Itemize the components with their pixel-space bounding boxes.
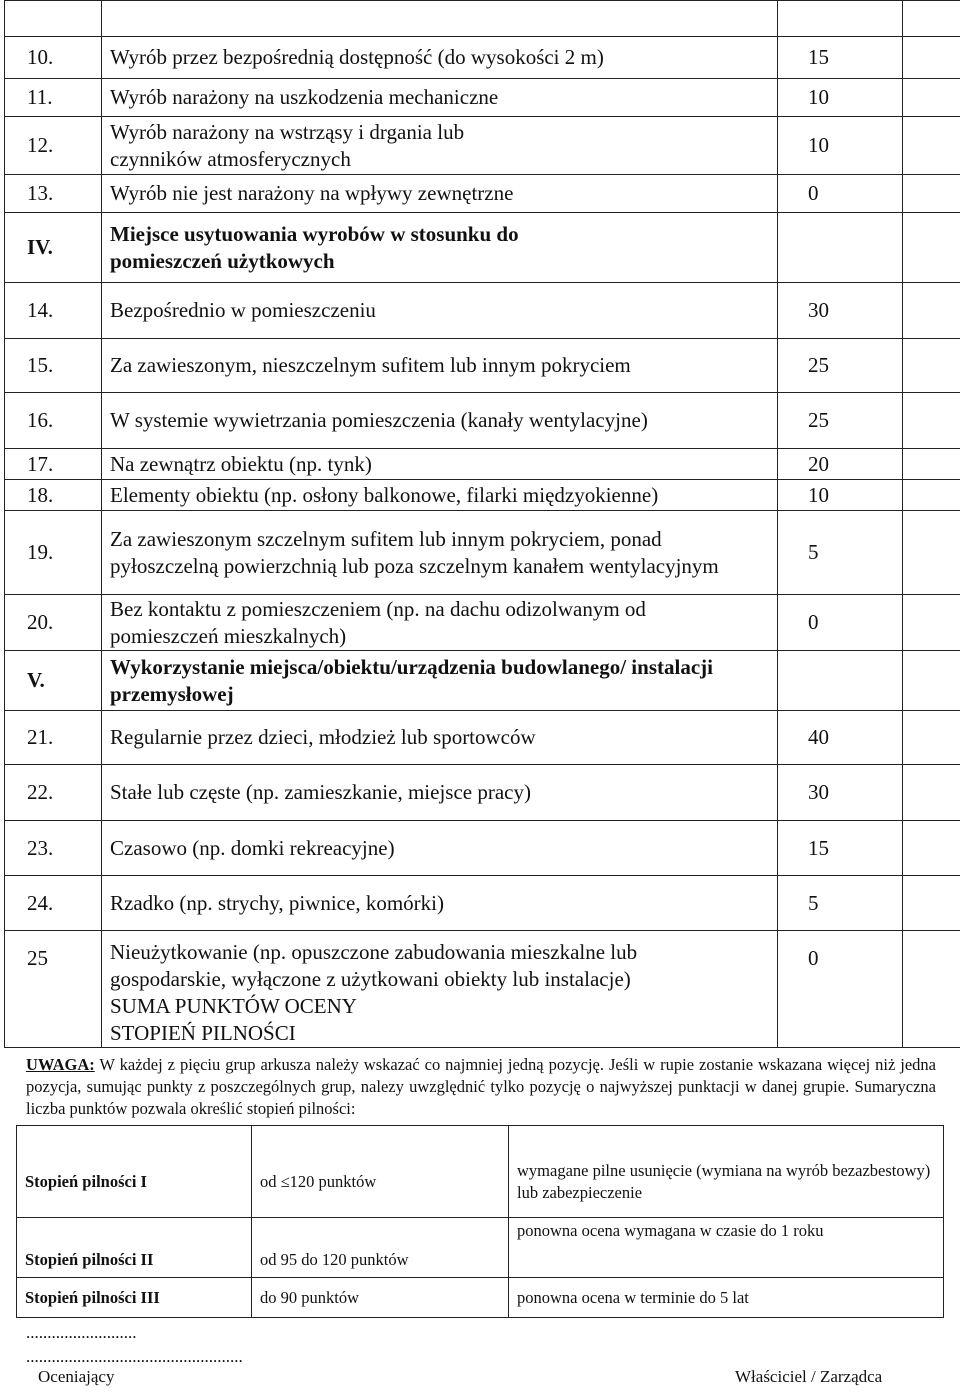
table-row	[5, 821, 960, 876]
table-row	[5, 175, 960, 213]
table-row	[5, 117, 960, 175]
row-points: 20	[778, 449, 903, 480]
urgency-table	[16, 1125, 944, 1318]
owner-label: Właściciel / Zarządca	[735, 1367, 883, 1386]
score-cell[interactable]	[903, 117, 960, 175]
table-row	[5, 480, 960, 511]
row-points: 25	[778, 393, 903, 449]
row-description: Bez kontaktu z pomieszczeniem (np. na dachu odizolwanym od pomieszczeń mieszkalnych)	[102, 595, 778, 651]
note-text: W każdej z pięciu grup arkusza należy wskazać co najmniej jedną pozycję. Jeśli w rupie zostanie wskazana więcej niż jedna pozycja, sumując punkty z poszczególnych grup, nalezy uwzględnić tylko pozycję o najwyższej punktacji w danej grupie. Sumaryczna liczba punktów pozwala określić stopień pilności:	[26, 1055, 936, 1118]
row-description: Bezpośrednio w pomieszczeniu	[102, 283, 778, 339]
row-description: Czasowo (np. domki rekreacyjne)	[102, 821, 778, 876]
row-points: 15	[778, 37, 903, 79]
urgency-level: Stopień pilności I	[17, 1126, 252, 1218]
row-description: Rzadko (np. strychy, piwnice, komórki)	[102, 876, 778, 931]
row-description: Wyrób przez bezpośrednią dostępność (do wysokości 2 m)	[102, 37, 778, 79]
urgency-range: od ≤120 punktów	[252, 1126, 509, 1218]
section-header-row	[5, 651, 960, 711]
row-number: 12.	[5, 117, 102, 175]
assessor-label: Oceniający	[38, 1367, 115, 1386]
table-row	[5, 595, 960, 651]
signature-dots-2: ...................................................	[26, 1347, 243, 1366]
row-number: 14.	[5, 283, 102, 339]
score-cell[interactable]	[903, 765, 960, 821]
table-row	[5, 339, 960, 393]
row-description: Wyrób nie jest narażony na wpływy zewnętrzne	[102, 175, 778, 213]
row-description: Regularnie przez dzieci, młodzież lub sportowców	[102, 711, 778, 765]
table-row	[5, 283, 960, 339]
row-points: 0	[778, 931, 903, 1048]
score-cell[interactable]	[903, 393, 960, 449]
table-row	[5, 511, 960, 595]
score-cell[interactable]	[903, 876, 960, 931]
urgency-action: ponowna ocena wymagana w czasie do 1 roku	[509, 1218, 944, 1278]
assessment-table	[4, 0, 960, 1048]
table-row	[17, 1218, 944, 1278]
score-cell[interactable]	[903, 821, 960, 876]
row-description: Wyrób narażony na uszkodzenia mechaniczne	[102, 79, 778, 117]
row-number: 18.	[5, 480, 102, 511]
signature-dots-1: ..........................	[26, 1323, 137, 1342]
row-points: 25	[778, 339, 903, 393]
row-points: 30	[778, 283, 903, 339]
row-description: Wyrób narażony na wstrząsy i drgania lub czynników atmosferycznych	[102, 117, 778, 175]
row-number: 23.	[5, 821, 102, 876]
score-cell[interactable]	[903, 511, 960, 595]
table-row	[5, 449, 960, 480]
row-description: Elementy obiektu (np. osłony balkonowe, filarki międzyokienne)	[102, 480, 778, 511]
row-number: 21.	[5, 711, 102, 765]
table-row	[5, 711, 960, 765]
table-row	[17, 1278, 944, 1318]
section-header-row	[5, 213, 960, 283]
row-description: W systemie wywietrzania pomieszczenia (kanały wentylacyjne)	[102, 393, 778, 449]
row-number: 25	[5, 931, 102, 1048]
score-cell[interactable]	[903, 931, 960, 1048]
section-number: IV.	[5, 213, 102, 283]
score-cell[interactable]	[903, 339, 960, 393]
row-number: 16.	[5, 393, 102, 449]
score-cell[interactable]	[903, 175, 960, 213]
section-title: Wykorzystanie miejsca/obiektu/urządzenia budowlanego/ instalacji przemysłowej	[102, 651, 778, 711]
table-row-final	[5, 931, 960, 1048]
row-description: Na zewnątrz obiektu (np. tynk)	[102, 449, 778, 480]
urgency-level: Stopień pilności III	[17, 1278, 252, 1318]
table-row-top	[5, 1, 960, 37]
row-number: 13.	[5, 175, 102, 213]
row-description: Za zawieszonym szczelnym sufitem lub innym pokryciem, ponad pyłoszczelną powierzchnią lub poza szczelnym kanałem wentylacyjnym	[102, 511, 778, 595]
row-number: 10.	[5, 37, 102, 79]
score-cell[interactable]	[903, 449, 960, 480]
urgency-action: wymagane pilne usunięcie (wymiana na wyrób bezazbestowy) lub zabezpieczenie	[509, 1126, 944, 1218]
row-description: Za zawieszonym, nieszczelnym sufitem lub innym pokryciem	[102, 339, 778, 393]
row-number: 24.	[5, 876, 102, 931]
row-number: 20.	[5, 595, 102, 651]
row-number: 19.	[5, 511, 102, 595]
row-points: 40	[778, 711, 903, 765]
score-cell[interactable]	[903, 711, 960, 765]
row-points: 5	[778, 876, 903, 931]
score-cell[interactable]	[903, 595, 960, 651]
urgency-range: od 95 do 120 punktów	[252, 1218, 509, 1278]
note-label: UWAGA:	[26, 1055, 95, 1074]
degree-label: STOPIEŃ PILNOŚCI	[110, 1021, 296, 1045]
table-row	[5, 79, 960, 117]
table-row	[5, 37, 960, 79]
section-number: V.	[5, 651, 102, 711]
score-cell[interactable]	[903, 480, 960, 511]
row-number: 17.	[5, 449, 102, 480]
row-points: 10	[778, 117, 903, 175]
table-row	[5, 876, 960, 931]
score-cell[interactable]	[903, 79, 960, 117]
table-row	[5, 393, 960, 449]
sum-label: SUMA PUNKTÓW OCENY	[110, 994, 357, 1018]
score-cell[interactable]	[903, 283, 960, 339]
row-points: 10	[778, 480, 903, 511]
row-points: 30	[778, 765, 903, 821]
row-number: 15.	[5, 339, 102, 393]
urgency-action: ponowna ocena w terminie do 5 lat	[509, 1278, 944, 1318]
row-description: Stałe lub częste (np. zamieszkanie, miejsce pracy)	[102, 765, 778, 821]
row-number: 11.	[5, 79, 102, 117]
row-points: 15	[778, 821, 903, 876]
row-points: 10	[778, 79, 903, 117]
row-points: 0	[778, 595, 903, 651]
row-number: 22.	[5, 765, 102, 821]
row-points: 5	[778, 511, 903, 595]
row-points: 0	[778, 175, 903, 213]
score-cell[interactable]	[903, 37, 960, 79]
table-row	[17, 1126, 944, 1218]
urgency-level: Stopień pilności II	[17, 1218, 252, 1278]
row-description: Nieużytkowanie (np. opuszczone zabudowania mieszkalne lub gospodarskie, wyłączone z użytkowani obiekty lub instalacje)	[110, 940, 638, 991]
table-row	[5, 765, 960, 821]
section-title: Miejsce usytuowania wyrobów w stosunku do pomieszczeń użytkowych	[102, 213, 778, 283]
urgency-range: do 90 punktów	[252, 1278, 509, 1318]
note-paragraph	[26, 1054, 936, 1120]
